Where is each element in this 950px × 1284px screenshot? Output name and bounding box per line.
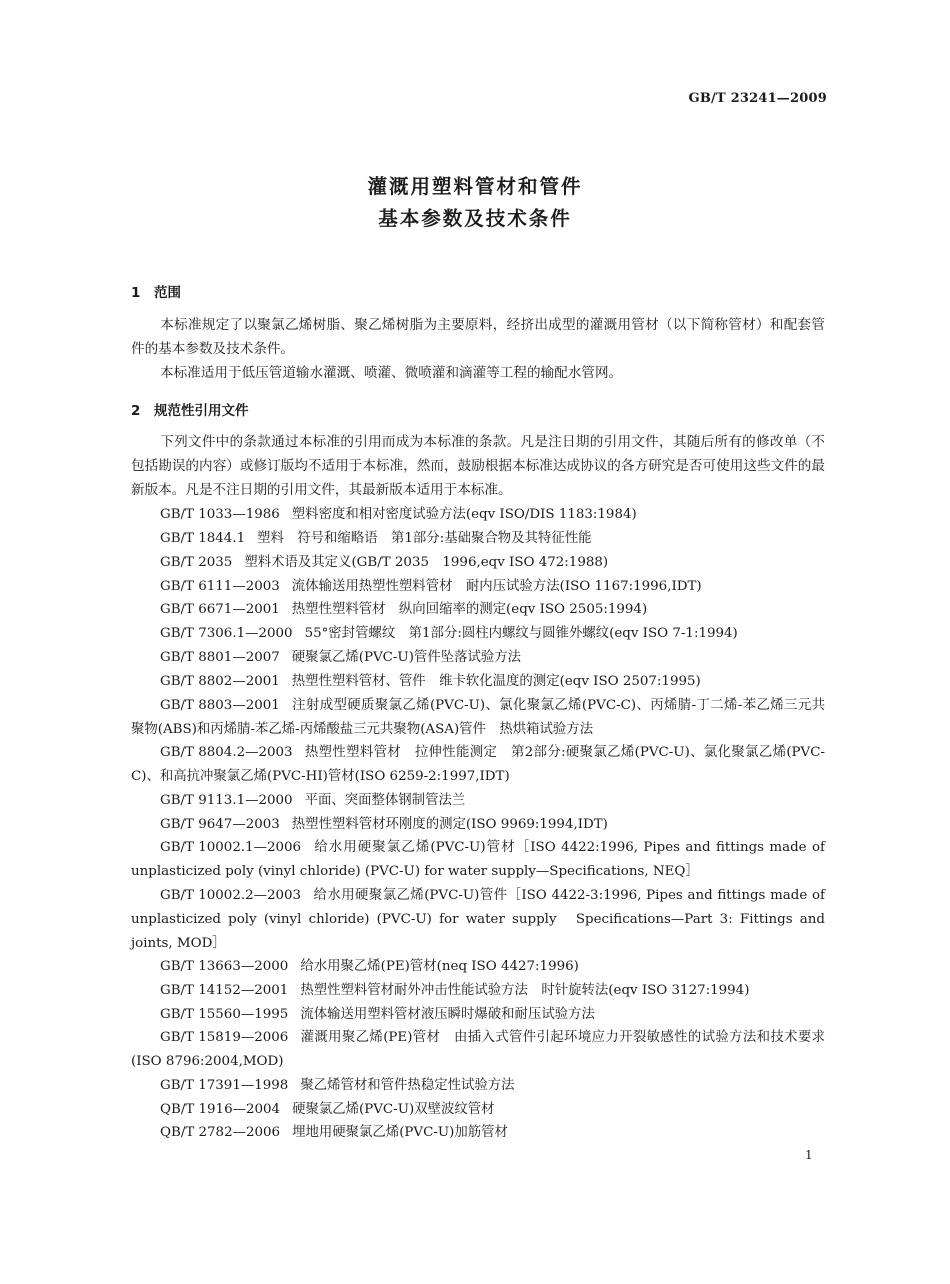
- reference-entry: GB/T 7306.1—2000 55°密封管螺纹 第1部分:圆柱内螺纹与圆锥外螺纹(eqv ISO 7-1:1994): [160, 626, 738, 641]
- reference-entry: GB/T 8804.2—2003 热塑性塑料管材 拉伸性能测定 第2部分:硬聚氯乙烯(PVC-U)、氯化聚氯乙烯(PVC-C)、和高抗冲聚氯乙烯(PVC-HI)管材(ISO 6259-2:1997,IDT): [131, 745, 825, 784]
- reference-entry: GB/T 1033—1986 塑料密度和相对密度试验方法(eqv ISO/DIS 1183:1984): [160, 507, 637, 522]
- reference-entry: GB/T 9647—2003 热塑性塑料管材环刚度的测定(ISO 9969:1994,IDT): [160, 817, 608, 832]
- reference-entry: GB/T 8802—2001 热塑性塑料管材、管件 维卡软化温度的测定(eqv ISO 2507:1995): [160, 674, 701, 689]
- reference-entry: GB/T 10002.2—2003 给水用硬聚氯乙烯(PVC-U)管件［ISO 4422-3:1996, Pipes and fittings made of unplasticized poly (vinyl chloride) (PVC-U) for water supply Specifications—Part 3: Fittings and joints, MOD］: [131, 888, 825, 951]
- section-title: 规范性引用文件: [154, 403, 249, 419]
- standard-code: GB/T 23241—2009: [688, 91, 827, 106]
- reference-entry: GB/T 10002.1—2006 给水用硬聚氯乙烯(PVC-U)管材［ISO 4422:1996, Pipes and fittings made of unplasticized poly (vinyl chloride) (PVC-U) for water supply—Specifications, NEQ］: [131, 840, 825, 879]
- scope-paragraph: 本标准适用于低压管道输水灌溉、喷灌、微喷灌和滴灌等工程的输配水管网。: [160, 365, 623, 381]
- section-title: 范围: [154, 285, 181, 301]
- reference-entry: QB/T 2782—2006 埋地用硬聚氯乙烯(PVC-U)加筋管材: [160, 1125, 508, 1140]
- reference-entry: GB/T 8801—2007 硬聚氯乙烯(PVC-U)管件坠落试验方法: [160, 650, 522, 665]
- reference-entry: GB/T 8803—2001 注射成型硬质聚氯乙烯(PVC-U)、氯化聚氯乙烯(PVC-C)、丙烯腈-丁二烯-苯乙烯三元共聚物(ABS)和丙烯腈-苯乙烯-丙烯酸盐三元共聚物(ASA)管件 热烘箱试验方法: [131, 698, 825, 737]
- references-intro-paragraph: 下列文件中的条款通过本标准的引用而成为本标准的条款。凡是注日期的引用文件，其随后所有的修改单（不包括勘误的内容）或修订版均不适用于本标准，然而，鼓励根据本标准达成协议的各方研究是否可使用这些文件的最新版本。凡是不注日期的引用文件，其最新版本适用于本标准。: [131, 434, 825, 498]
- section-number: 2: [131, 403, 141, 419]
- reference-entry: GB/T 17391—1998 聚乙烯管材和管件热稳定性试验方法: [160, 1078, 515, 1093]
- reference-entry: GB/T 2035 塑料术语及其定义(GB/T 2035 1996,eqv ISO 472:1988): [160, 555, 609, 570]
- section-heading-normative-references: [131, 399, 249, 419]
- reference-entry: GB/T 9113.1—2000 平面、突面整体钢制管法兰: [160, 793, 466, 808]
- reference-entry: QB/T 1916—2004 硬聚氯乙烯(PVC-U)双壁波纹管材: [160, 1102, 495, 1117]
- reference-entry: GB/T 14152—2001 热塑性塑料管材耐外冲击性能试验方法 时针旋转法(eqv ISO 3127:1994): [160, 983, 750, 998]
- document-title-line-1: 灌溉用塑料管材和管件: [367, 175, 583, 198]
- section-heading-scope: [131, 281, 181, 301]
- reference-entry: GB/T 15819—2006 灌溉用聚乙烯(PE)管材 由插入式管件引起环境应力开裂敏感性的试验方法和技术要求(ISO 8796:2004,MOD): [131, 1030, 825, 1069]
- reference-entry: GB/T 13663—2000 给水用聚乙烯(PE)管材(neq ISO 4427:1996): [160, 959, 579, 974]
- document-title-line-2: 基本参数及技术条件: [378, 207, 572, 230]
- reference-entry: GB/T 15560—1995 流体输送用塑料管材液压瞬时爆破和耐压试验方法: [160, 1007, 595, 1022]
- page-number: 1: [805, 1148, 813, 1162]
- scope-paragraph: 本标准规定了以聚氯乙烯树脂、聚乙烯树脂为主要原料，经挤出成型的灌溉用管材（以下简称管材）和配套管件的基本参数及技术条件。: [131, 317, 825, 357]
- reference-entry: GB/T 6111—2003 流体输送用热塑性塑料管材 耐内压试验方法(ISO 1167:1996,IDT): [160, 579, 702, 594]
- section-number: 1: [131, 285, 141, 301]
- reference-entry: GB/T 6671—2001 热塑性塑料管材 纵向回缩率的测定(eqv ISO 2505:1994): [160, 602, 648, 617]
- reference-entry: GB/T 1844.1 塑料 符号和缩略语 第1部分:基础聚合物及其特征性能: [160, 531, 592, 546]
